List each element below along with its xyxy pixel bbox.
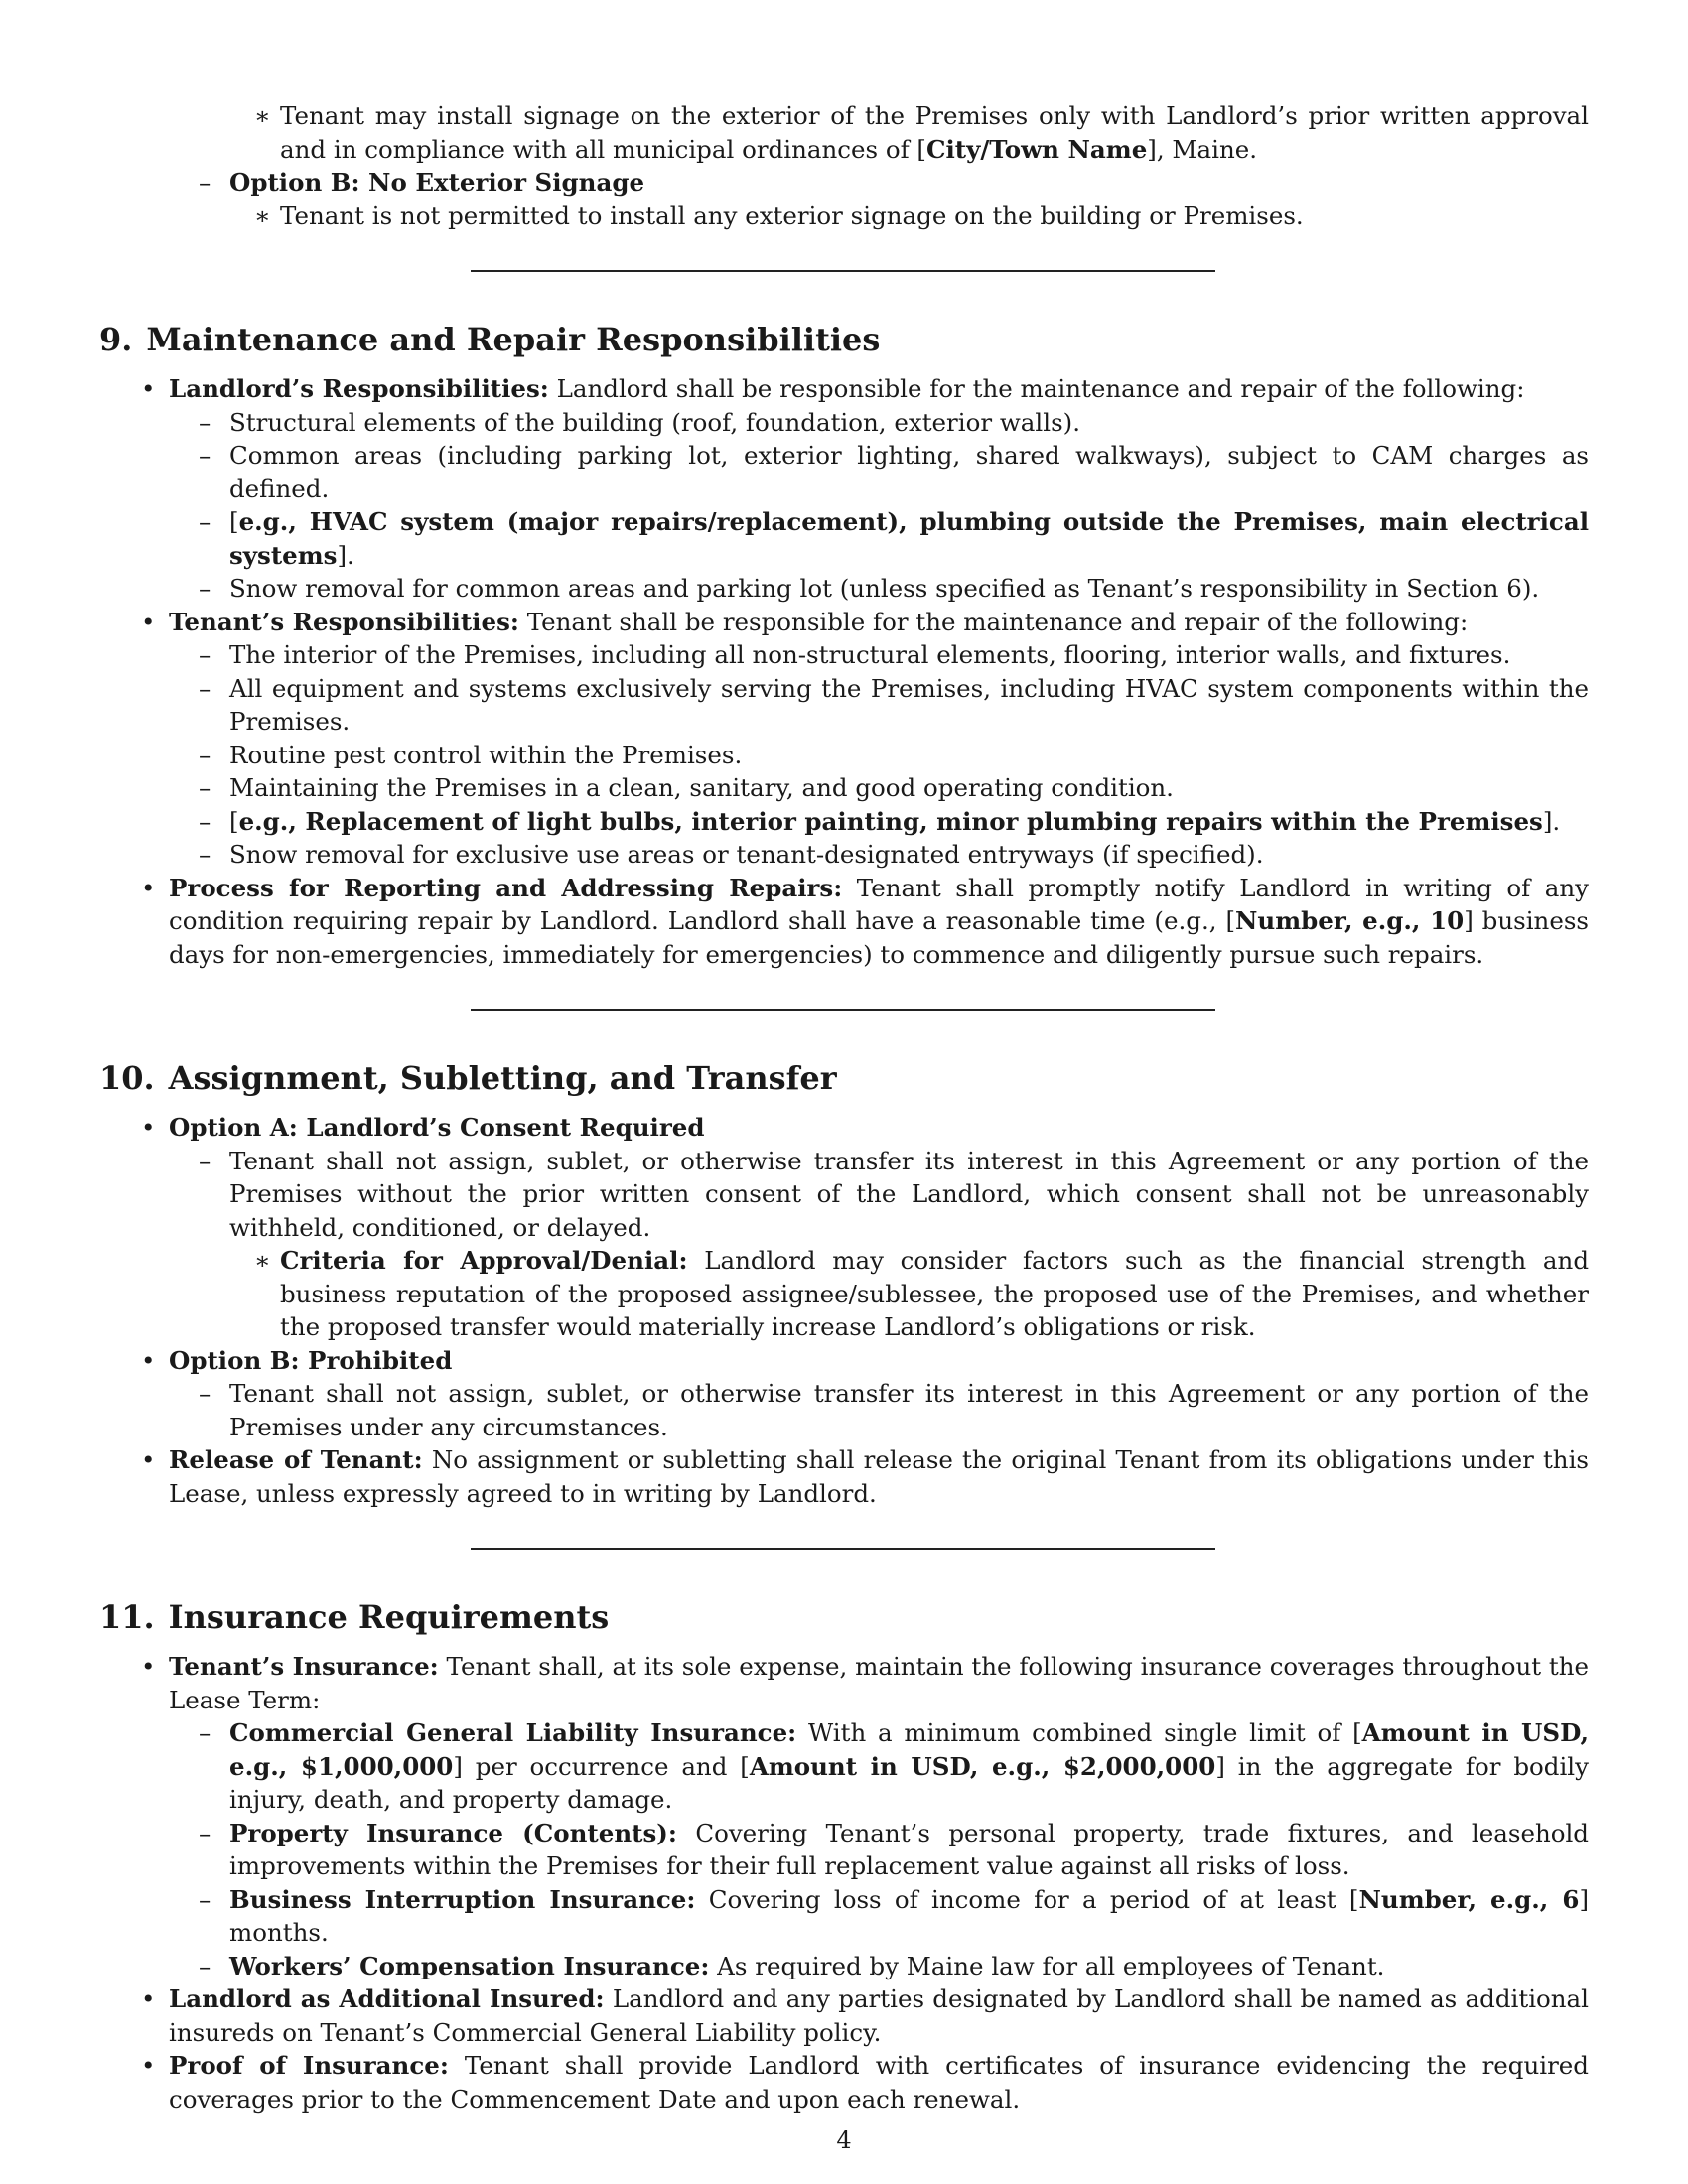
dash-bullet: – <box>199 168 211 197</box>
tenant-responsibilities: • Tenant’s Responsibilities: Tenant shall be responsible for the maintenance and repair of the following: <box>99 606 1589 639</box>
landlord-responsibilities: • Landlord’s Responsibilities: Landlord shall be responsible for the maintenance and repair of the following: <box>99 372 1589 406</box>
signage-option-a-item <box>99 99 1589 166</box>
section-heading-11: 11. Insurance Requirements <box>99 1598 610 1636</box>
bullet-dot: • <box>141 873 156 902</box>
list-item: – Tenant shall not assign, sublet, or otherwise transfer its interest in this Agreement or any portion of the Premises under any circumstances. <box>199 1379 1589 1441</box>
list-item: – Routine pest control within the Premises. <box>199 740 743 769</box>
list-item: – [e.g., HVAC system (major repairs/replacement), plumbing outside the Premises, main electrical systems]. <box>199 507 1589 570</box>
list-item: – Structural elements of the building (roof, foundation, exterior walls). <box>199 407 1080 437</box>
criteria-item: ∗ Criteria for Approval/Denial: Landlord may consider factors such as the financial strength and business reputation of the proposed assignee/sublessee, the proposed use of the Premises, and whether the proposed transfer would materially increase Landlord’s obligations or risk. <box>254 1246 1590 1341</box>
asterisk-bullet: ∗ <box>254 101 271 130</box>
section-divider <box>471 1548 1215 1550</box>
additional-insured: • Landlord as Additional Insured: Landlord and any parties designated by Landlord shall be named as additional insureds on Tenant’s Commercial General Liability policy. <box>141 1984 1589 2047</box>
page-number: 4 <box>836 2126 852 2154</box>
list-item: – Property Insurance (Contents): Covering Tenant’s personal property, trade fixtures, and leasehold improvements within the Premises for their full replacement value against all risks of loss. <box>199 1818 1589 1880</box>
list-item: – Workers’ Compensation Insurance: As required by Maine law for all employees of Tenant. <box>199 1951 1385 1980</box>
list-item: – Snow removal for common areas and parking lot (unless specified as Tenant’s responsibility in Section 6). <box>199 574 1540 603</box>
section-heading-9: 9. Maintenance and Repair Responsibilities <box>99 321 881 358</box>
signage-option-b-title: – Option B: No Exterior Signage <box>99 166 1589 200</box>
section-divider <box>471 270 1215 272</box>
asterisk-bullet: ∗ <box>254 1246 271 1275</box>
option-b: • Option B: Prohibited <box>99 1344 1589 1378</box>
signage-option-b-item: ∗ Tenant is not permitted to install any exterior signage on the building or Premises. <box>99 200 1589 233</box>
list-item: – Maintaining the Premises in a clean, sanitary, and good operating condition. <box>199 773 1174 802</box>
bullet-dot: • <box>141 1445 156 1474</box>
bullet-dot: • <box>141 1652 156 1681</box>
release-of-tenant: • Release of Tenant: No assignment or subletting shall release the original Tenant from its obligations under this Lease, unless expressly agreed to in writing by Landlord. <box>141 1445 1589 1508</box>
signage-option-a-text-end: ], Maine. <box>1147 134 1258 164</box>
signage-option-a-text: Tenant may install signage on the exterior of the Premises only with Landlord’s prior written approval and in compliance with all municipal ordinances of [ <box>280 101 1589 164</box>
list-item: – Snow removal for exclusive use areas or tenant-designated entryways (if specified). <box>199 840 1264 869</box>
bullet-dot: • <box>141 2051 156 2080</box>
list-item: – Business Interruption Insurance: Covering loss of income for a period of at least [Number, e.g., 6] months. <box>199 1884 1589 1947</box>
list-item: – The interior of the Premises, including all non-structural elements, flooring, interior walls, and fixtures. <box>199 640 1511 669</box>
bullet-dot: • <box>141 374 156 403</box>
list-item: – [e.g., Replacement of light bulbs, interior painting, minor plumbing repairs within the Premises]. <box>199 806 1561 836</box>
bullet-dot: • <box>141 1113 156 1142</box>
bullet-dot: • <box>141 1345 156 1375</box>
option-a: • Option A: Landlord’s Consent Required <box>99 1111 1589 1145</box>
list-item: – Common areas (including parking lot, exterior lighting, shared walkways), subject to CAM charges as defined. <box>199 441 1589 503</box>
proof-of-insurance: • Proof of Insurance: Tenant shall provide Landlord with certificates of insurance evidencing the required coverages prior to the Commencement Date and upon each renewal. <box>141 2051 1589 2114</box>
city-placeholder: City/Town Name <box>926 134 1148 164</box>
bullet-dot: • <box>141 607 156 636</box>
list-item: – Commercial General Liability Insurance: With a minimum combined single limit of [Amount in USD, e.g., $1,000,000] per occurrence and [Amount in USD, e.g., $2,000,000] in the aggregate for bodily injury, death, and property damage. <box>199 1718 1590 1814</box>
list-item: – Tenant shall not assign, sublet, or otherwise transfer its interest in this Agreement or any portion of the Premises without the prior written consent of the Landlord, which consent shall not be unreasonably withheld, conditioned, or delayed. <box>199 1146 1589 1242</box>
repair-process: • Process for Reporting and Addressing Repairs: Tenant shall promptly notify Landlord in writing of any condition requiring repair by Landlord. Landlord shall have a reasonable time (e.g., [Number, e.g., 10] business days for non-emergencies, immediately for emergencies) to commence and diligently pursue such repairs. <box>141 873 1589 969</box>
section-divider <box>471 1009 1215 1011</box>
asterisk-bullet: ∗ <box>254 201 271 230</box>
list-item: – All equipment and systems exclusively serving the Premises, including HVAC system components within the Premises. <box>199 673 1589 736</box>
document-page <box>99 99 1589 2116</box>
bullet-dot: • <box>141 1984 156 2013</box>
section-heading-10: 10. Assignment, Subletting, and Transfer <box>99 1059 837 1097</box>
tenants-insurance: • Tenant’s Insurance: Tenant shall, at its sole expense, maintain the following insurance coverages throughout the Lease Term: <box>141 1652 1590 1714</box>
